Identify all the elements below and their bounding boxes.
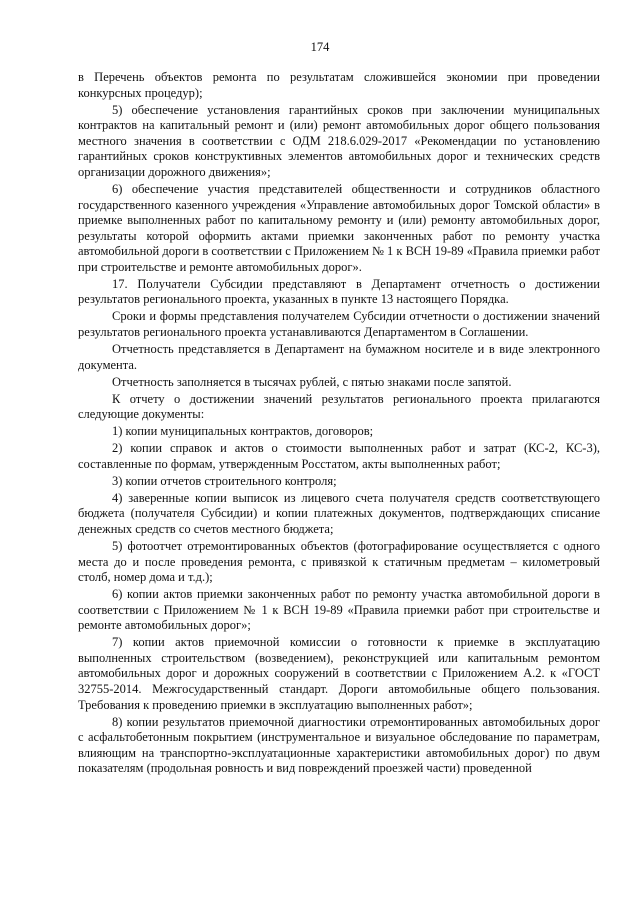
page-number: 174 [310, 40, 330, 54]
paragraph: 6) копии актов приемки законченных работ по ремонту участка автомобильной дороги в соответствии с Приложением № 1 к ВСН 19-89 «Правила приемки работ при строительстве и ремонте автомобильных дорог»; [78, 587, 600, 633]
paragraph: 5) обеспечение установления гарантийных сроков при заключении муниципальных контрактов на капитальный ремонт и (или) ремонт автомобильных дорог общего пользования местного значения в соответствии с ОДМ 218.6.029-2017 «Рекомендации по установлению гарантийных сроков конструктивных элементов автомобильных дорог и технических средств организации дорожного движения»; [78, 102, 600, 179]
paragraph: в Перечень объектов ремонта по результатам сложившейся экономии при проведении конкурсных процедур); [78, 70, 600, 100]
paragraph: 2) копии справок и актов о стоимости выполненных работ и затрат (КС-2, КС-3), составленные по формам, утвержденным Росстатом, акты выполненных работ; [78, 441, 600, 471]
paragraph: 5) фотоотчет отремонтированных объектов (фотографирование осуществляется с одного места до и после проведения ремонта, с привязкой к статичным предметам – километровый столб, номер дома и т.д.); [78, 538, 600, 585]
paragraph: 7) копии актов приемочной комиссии о готовности к приемке в эксплуатацию выполненных строительством (возведением), реконструкцией или капитальным ремонтом автомобильных дорог и дорожных сооружений в соответствии с Приложением А.2. к «ГОСТ 32755-2014. Межгосударственный стандарт. Дороги автомобильные общего пользования. Требования к проведению приемки в эксплуатацию выполненных работ»; [78, 635, 600, 712]
paragraph: Отчетность представляется в Департамент на бумажном носителе и в виде электронного документа. [78, 342, 600, 372]
paragraph: 3) копии отчетов строительного контроля; [112, 473, 337, 488]
paragraph: 1) копии муниципальных контрактов, договоров; [112, 424, 374, 439]
paragraph: 4) заверенные копии выписок из лицевого счета получателя средств соответствующего бюджета (получателя Субсидии) и копии платежных документов, подтверждающих списание денежных средств со счетов местного бюджета; [78, 490, 600, 536]
paragraph: 17. Получатели Субсидии представляют в Департамент отчетность о достижении результатов регионального проекта, указанных в пункте 13 настоящего Порядка. [78, 276, 600, 307]
paragraph: 8) копии результатов приемочной диагностики отремонтированных автомобильных дорог с асфальтобетонным покрытием (инструментальное и визуальное обследование по параметрам, влияющим на транспортно-эксплуатационные характеристики автомобильных дорог) по двум показателям (продольная ровность и вид повреждений проезжей части) проведенной [78, 714, 600, 776]
document-body [78, 70, 600, 778]
paragraph: Сроки и формы представления получателем Субсидии отчетности о достижении значений результатов регионального проекта устанавливаются Департаментом в Соглашении. [78, 309, 600, 340]
paragraph: 6) обеспечение участия представителей общественности и сотрудников областного государственного казенного учреждения «Управление автомобильных дорог Томской области» в приемке выполненных работ по капитальному ремонту и (или) ремонту автомобильных дорог, результаты которой оформить актами приемки законченных работ по ремонту участка автомобильной дороги в соответствии с Приложением № 1 к ВСН 19-89 «Правила приемки работ при строительстве и ремонте автомобильных дорог». [78, 181, 600, 274]
paragraph: Отчетность заполняется в тысячах рублей, с пятью знаками после запятой. [112, 374, 512, 389]
paragraph: К отчету о достижении значений результатов регионального проекта прилагаются следующие документы: [78, 391, 600, 422]
